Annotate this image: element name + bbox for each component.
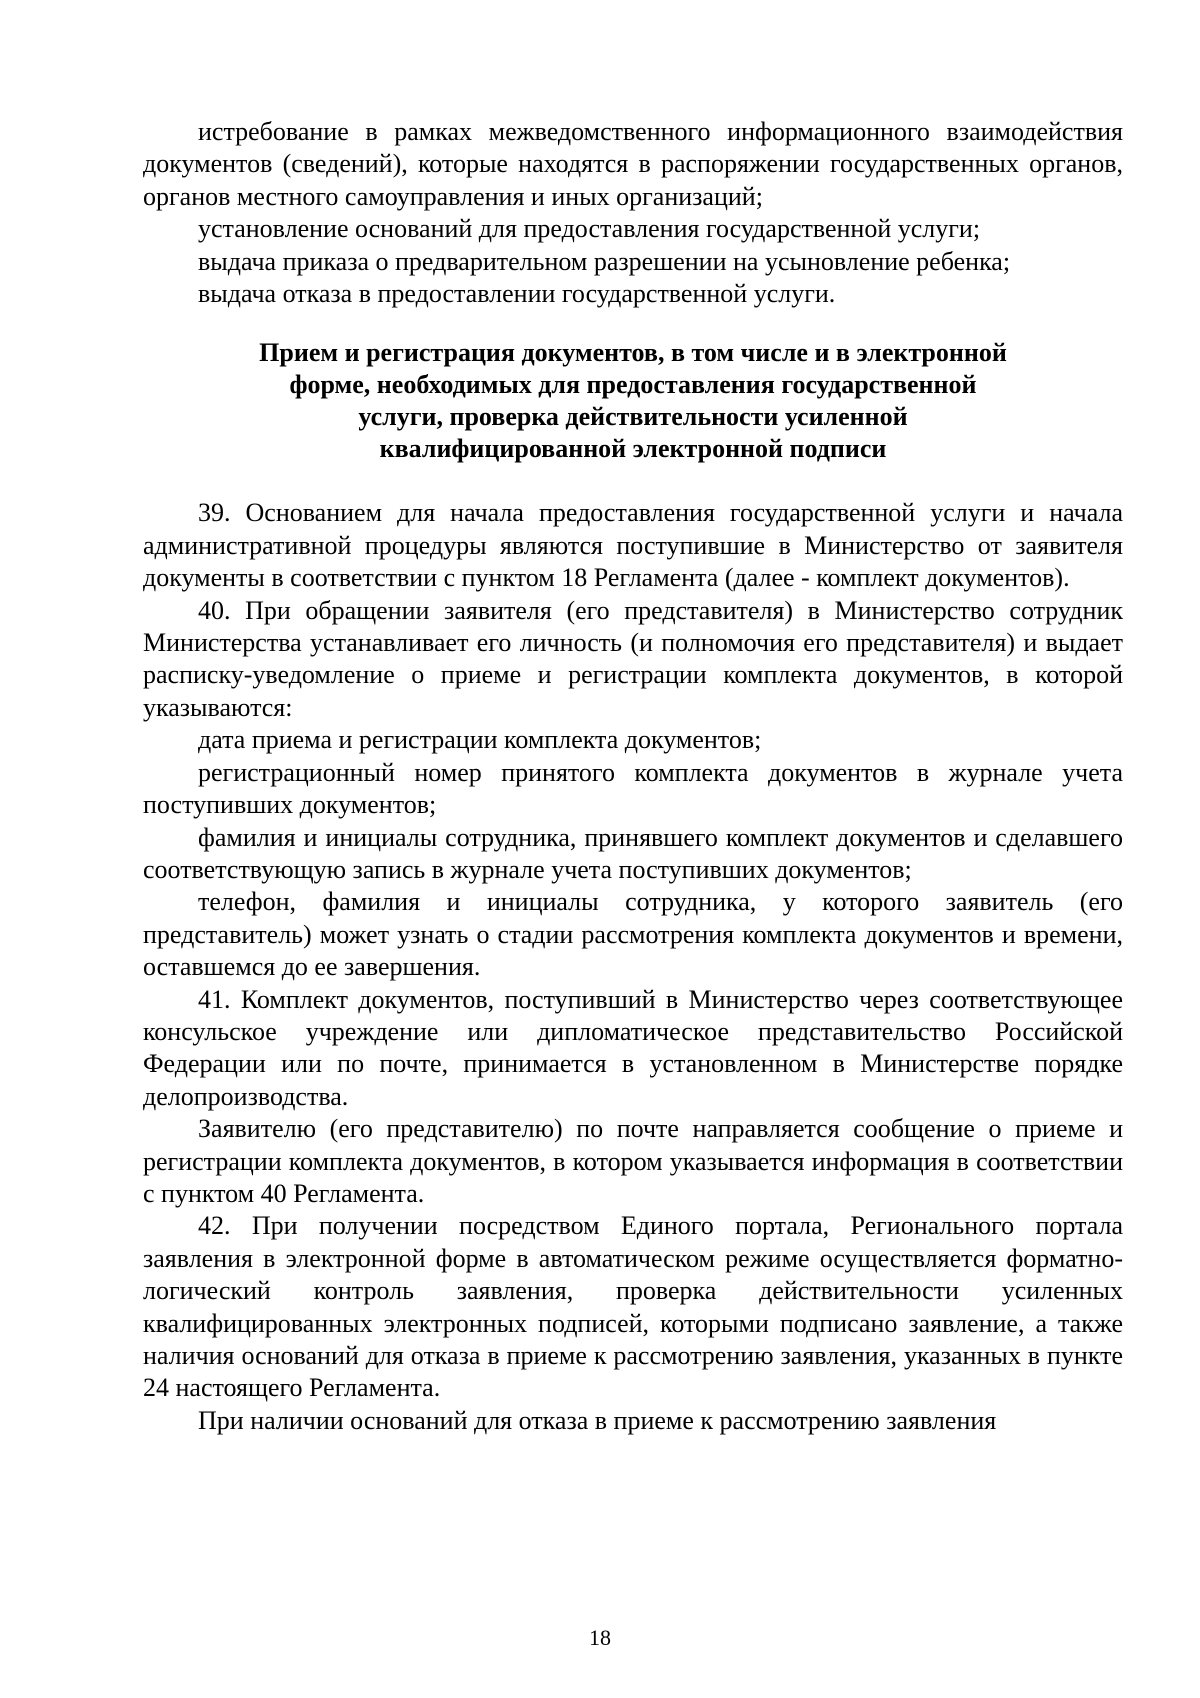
paragraph-39: 39. Основанием для начала предоставления государственной услуги и начала административной процедуры являются поступившие в Министерство от заявителя документы в соответствии с пунктом 18 Регламента (далее - комплект документов). (143, 498, 1123, 593)
list-item-date: дата приема и регистрации комплекта документов; (198, 725, 762, 755)
intro-paragraph-4: выдача отказа в предоставлении государственной услуги. (198, 279, 836, 309)
section-heading-line-4: квалифицированной электронной подписи (379, 434, 887, 464)
section-heading-line-2: форме, необходимых для предоставления государственной (289, 370, 977, 400)
section-heading-line-1: Прием и регистрация документов, в том числе и в электронной (259, 338, 1007, 368)
list-item-registration-number: регистрационный номер принятого комплекта документов в журнале учета поступивших документов; (143, 757, 1123, 820)
section-heading (143, 337, 1123, 465)
list-item-phone: телефон, фамилия и инициалы сотрудника, у которого заявитель (его представитель) может узнать о стадии рассмотрения комплекта документов и времени, оставшемся до ее завершения. (143, 887, 1123, 982)
paragraph-refusal-grounds: При наличии оснований для отказа в приеме к рассмотрению заявления (198, 1405, 997, 1435)
section-heading-line-3: услуги, проверка действительности усиленной (358, 402, 908, 432)
intro-paragraph-1: истребование в рамках межведомственного информационного взаимодействия документов (сведений), которые находятся в распоряжении государственных органов, органов местного самоуправления и иных организаций; (143, 117, 1123, 211)
page-number: 18 (589, 1625, 611, 1650)
paragraph-42: 42. При получении посредством Единого портала, Регионального портала заявления в электронной форме в автоматическом режиме осуществляется форматно-логический контроль заявления, проверка действительности усиленных квалифицированных электронных подписей, которыми подписано заявление, а также наличия оснований для отказа в приеме к рассмотрению заявления, указанных в пункте 24 настоящего Регламента. (143, 1211, 1123, 1403)
paragraph-notification: Заявителю (его представителю) по почте направляется сообщение о приеме и регистрации комплекта документов, в котором указывается информация в соответствии с пунктом 40 Регламента. (143, 1114, 1123, 1208)
paragraph-40: 40. При обращении заявителя (его представителя) в Министерство сотрудник Министерства устанавливает его личность (и полномочия его представителя) и выдает расписку-уведомление о приеме и регистрации комплекта документов, в которой указываются: (143, 595, 1123, 722)
paragraph-41: 41. Комплект документов, поступивший в Министерство через соответствующее консульское учреждение или дипломатическое представительство Российской Федерации или по почте, принимается в установленном в Министерстве порядке делопроизводства. (143, 984, 1123, 1111)
list-item-employee-name: фамилия и инициалы сотрудника, принявшего комплект документов и сделавшего соответствующую запись в журнале учета поступивших документов; (143, 822, 1123, 884)
page-body (143, 116, 1123, 1437)
intro-paragraph-2: установление оснований для предоставления государственной услуги; (198, 214, 981, 244)
intro-paragraph-3: выдача приказа о предварительном разрешении на усыновление ребенка; (198, 246, 1011, 276)
